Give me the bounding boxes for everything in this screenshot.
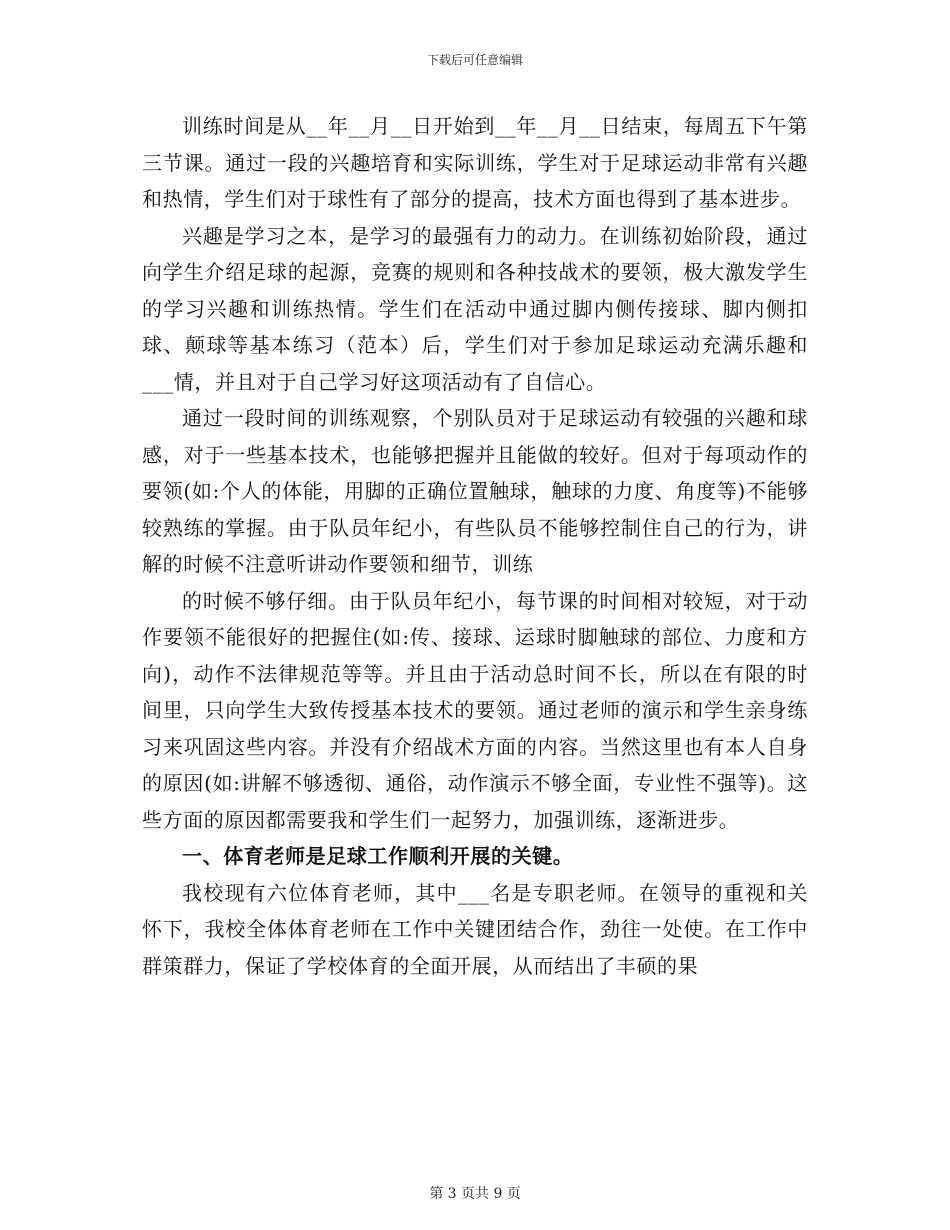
page-number-footer: 第 3 页共 9 页 xyxy=(429,1186,521,1202)
section-heading: 一、体育老师是足球工作顺利开展的关键。 xyxy=(182,844,574,868)
paragraph-training-time: 训练时间是从__年__月__日开始到__年__月__日结束，每周五下午第三节课。通过一段的兴趣培育和实际训练，学生对于足球运动非常有兴趣和热情，学生们对于球性有了部分的提高，技术方面也得到了基本进步。 xyxy=(142,114,808,211)
paragraph-shortcomings: 的时候不够仔细。由于队员年纪小，每节课的时间相对较短，对于动作要领不能很好的把握住(如:传、接球、运球时脚触球的部位、力度和方向)，动作不法律规范等等。并且由于活动总时间不长，所以在有限的时间里，只向学生大致传授基本技术的要领。通过老师的演示和学生亲身练习来巩固这些内容。并没有介绍战术方面的内容。当然这里也有本人自身的原因(如:讲解不够透彻、通俗，动作演示不够全面，专业性不强等)。这些方面的原因都需要我和学生们一起努力，加强训练，逐渐进步。 xyxy=(142,588,808,832)
page-header: 下载后可任意编辑 xyxy=(426,53,523,67)
paragraph-observation: 通过一段时间的训练观察，个别队员对于足球运动有较强的兴趣和球感，对于一些基本技术，也能够把握并且能做的较好。但对于每项动作的要领(如:个人的体能，用脚的正确位置触球，触球的力度、角度等)不能够较熟练的掌握。由于队员年纪小，有些队员不能够控制住自己的行为，讲解的时候不注意听讲动作要领和细节，训练 xyxy=(142,406,808,576)
paragraph-teachers: 我校现有六位体育老师，其中___名是专职老师。在领导的重视和关怀下，我校全体体育老师在工作中关键团结合作，劲往一处使。在工作中群策群力，保证了学校体育的全面开展，从而结出了丰硕的果 xyxy=(142,880,808,978)
document-body xyxy=(142,108,808,984)
paragraph-interest: 兴趣是学习之本，是学习的最强有力的动力。在训练初始阶段，通过向学生介绍足球的起源，竞赛的规则和各种技战术的要领，极大激发学生的学习兴趣和训练热情。学生们在活动中通过脚内侧传接球、脚内侧扣球、颠球等基本练习（范本）后，学生们对于参加足球运动充满乐趣和___情，并且对于自己学习好这项活动有了自信心。 xyxy=(142,223,808,394)
